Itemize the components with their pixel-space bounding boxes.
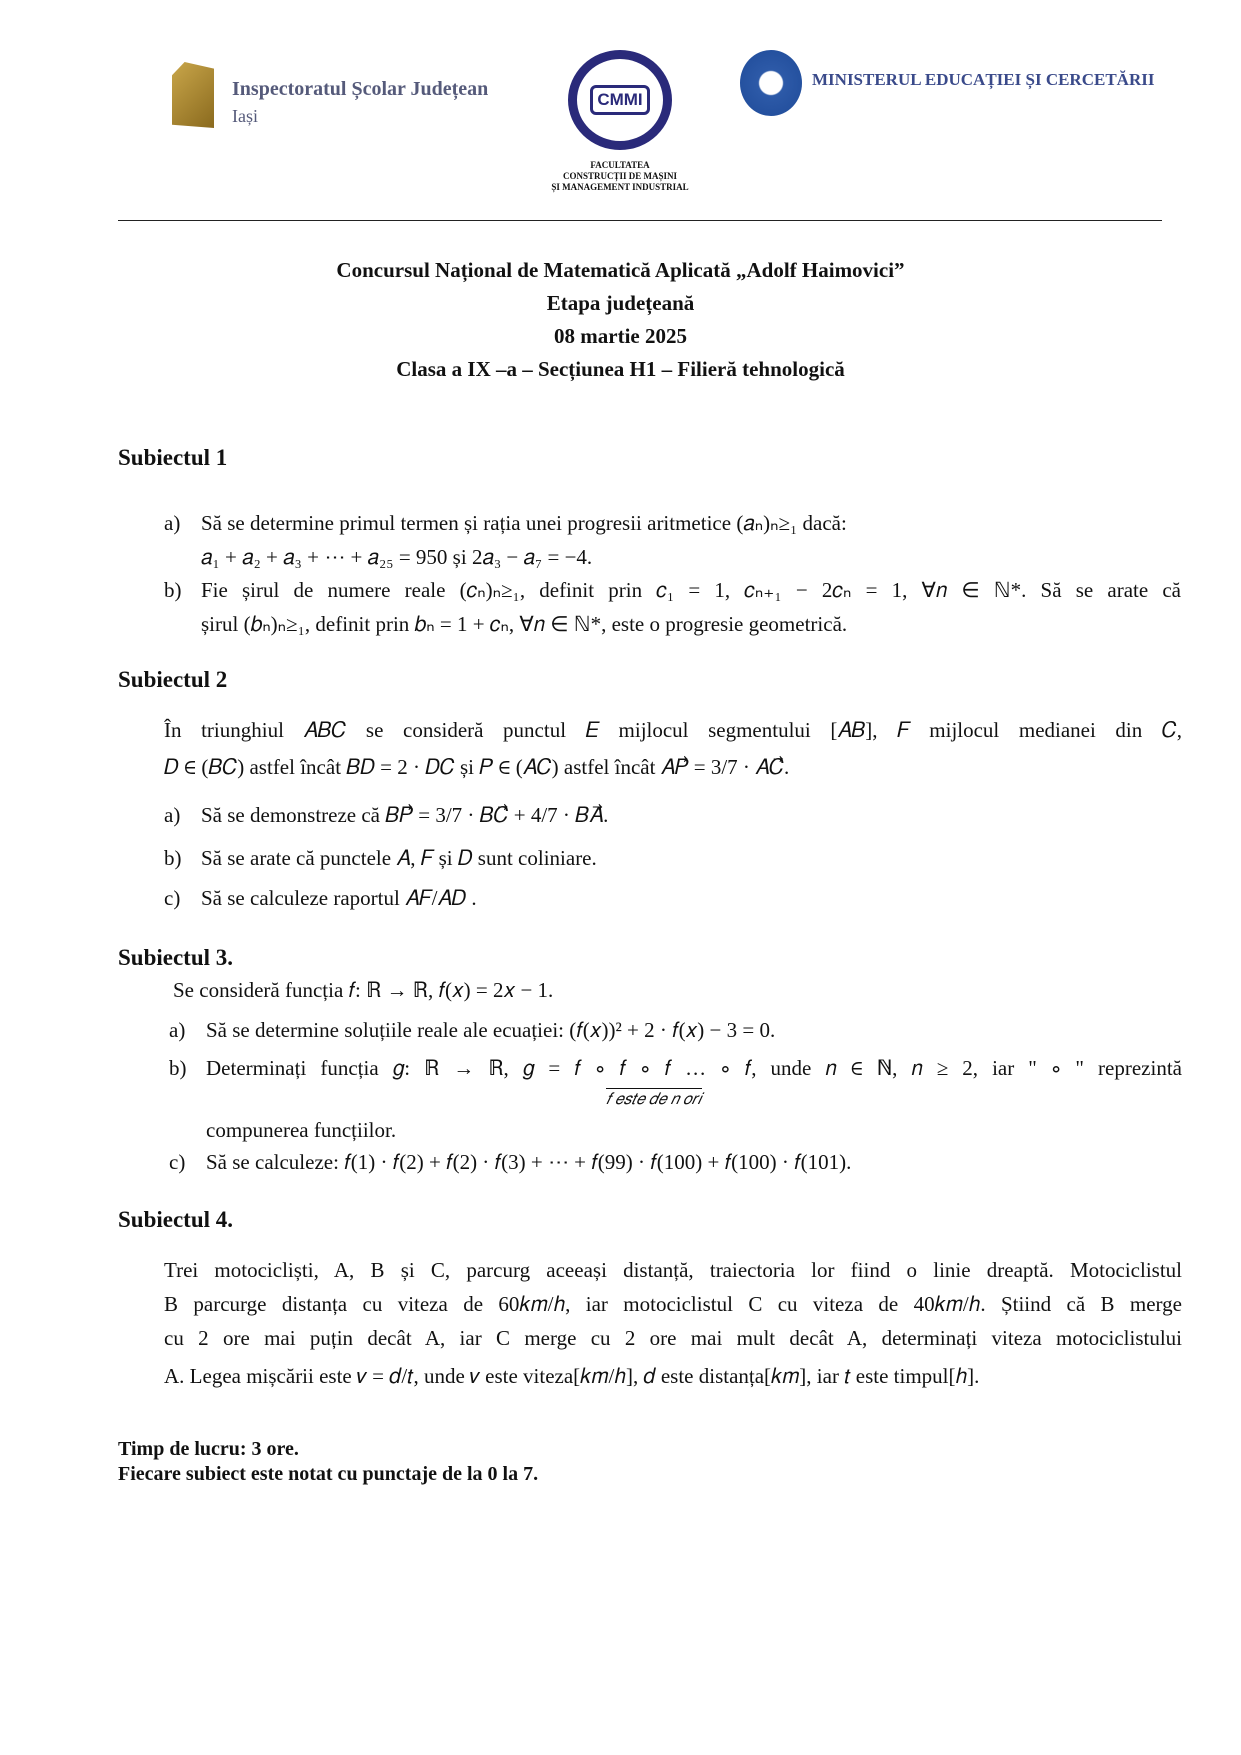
subject-4-text: Trei motocicliști, A, B și C, parcurg aceeași distanță, traiectoria lor fiind o linie dreaptă. Motociclistul: [164, 1258, 1182, 1282]
subject-1b-text-cont: șirul (𝑏ₙ)ₙ≥₁, definit prin 𝑏ₙ = 1 + 𝑐ₙ, ∀𝑛 ∈ ℕ*, este o progresie geometrică.: [201, 612, 848, 636]
cmmi-logo-text: CMMI: [590, 85, 649, 115]
subject-3a-text: Să se determine soluțiile reale ale ecuației: (𝑓(𝑥))² + 2 · 𝑓(𝑥) − 3 = 0.: [206, 1018, 776, 1042]
subject-2-text: În triunghiul 𝐴𝐵𝐶 se consideră punctul 𝐸 mijlocul segmentului [𝐴𝐵], 𝐹 mijlocul medianei din 𝐶,: [164, 718, 1182, 742]
subject-3-heading: Subiectul 3.: [118, 945, 234, 970]
subject-2-text-cont: 𝐷 ∈ (𝐵𝐶) astfel încât 𝐵𝐷 = 2 · 𝐷𝐶 și 𝑃 ∈ (𝐴𝐶) astfel încât 𝐴𝑃⃗ = 3/7 · 𝐴𝐶⃗.: [164, 755, 790, 779]
subject-1-heading: Subiectul 1: [118, 445, 228, 470]
subject-1a-text: Să se determine primul termen și rația unei progresii aritmetice (𝑎ₙ)ₙ≥₁ dacă:: [201, 511, 847, 535]
exam-date: 08 martie 2025: [554, 324, 687, 348]
faculty-line: CONSTRUCȚII DE MAȘINI: [562, 171, 678, 181]
composition-underbrace-label: 𝑓 𝑒𝑠𝑡𝑒 𝑑𝑒 𝑛 𝑜𝑟𝑖: [606, 1088, 702, 1109]
subject-4-text: A. Legea mișcării este 𝑣 = 𝑑/𝑡, unde 𝑣 este viteza[𝑘𝑚/ℎ], 𝑑 este distanța[𝑘𝑚], iar 𝑡 este timpul[ℎ].: [164, 1364, 980, 1388]
isj-logo-icon: [172, 62, 214, 128]
item-label: c): [169, 1150, 186, 1174]
faculty-line: FACULTATEA: [590, 160, 650, 170]
item-label: b): [164, 846, 182, 870]
header-divider: [118, 220, 1162, 221]
subject-3-intro: Se consideră funcția 𝑓: ℝ → ℝ, 𝑓(𝑥) = 2𝑥 − 1.: [173, 978, 554, 1002]
subject-4-text: cu 2 ore mai puțin decât A, iar C merge cu 2 ore mai mult decât A, determinați viteza motociclistului: [164, 1326, 1182, 1350]
item-label: a): [164, 803, 181, 827]
subject-3c-text: Să se calculeze: 𝑓(1) · 𝑓(2) + 𝑓(2) · 𝑓(3) + ⋯ + 𝑓(99) · 𝑓(100) + 𝑓(100) · 𝑓(101).: [206, 1150, 852, 1174]
subject-2b-text: Să se arate că punctele 𝐴, 𝐹 și 𝐷 sunt coliniare.: [201, 846, 597, 870]
subject-1a-equation: 𝑎₁ + 𝑎₂ + 𝑎₃ + ⋯ + 𝑎₂₅ = 950 și 2𝑎₃ − 𝑎₇ = −4.: [201, 545, 593, 569]
subject-2a-text: Să se demonstreze că 𝐵𝑃⃗ = 3/7 · 𝐵𝐶⃗ + 4/7 · 𝐵𝐴⃗.: [201, 803, 609, 827]
contest-title: Concursul Național de Matematică Aplicată „Adolf Haimovici”: [336, 258, 905, 282]
working-time: Timp de lucru: 3 ore.: [118, 1438, 299, 1460]
cmmi-logo: [568, 50, 672, 150]
item-label: b): [169, 1056, 187, 1080]
item-label: c): [164, 886, 181, 910]
faculty-line: ȘI MANAGEMENT INDUSTRIAL: [551, 182, 689, 192]
subject-1b-text: Fie șirul de numere reale (𝑐ₙ)ₙ≥₁, definit prin 𝑐₁ = 1, 𝑐ₙ₊₁ − 2𝑐ₙ = 1, ∀𝑛 ∈ ℕ*. Să se arate că: [201, 578, 1181, 602]
item-label: b): [164, 578, 182, 602]
subject-4-heading: Subiectul 4.: [118, 1207, 234, 1232]
faculty-name: [520, 160, 720, 193]
isj-subtitle: Iași: [232, 106, 258, 126]
item-label: a): [164, 511, 181, 535]
ministry-title: MINISTERUL EDUCAȚIEI ȘI CERCETĂRII: [812, 70, 1155, 89]
isj-title: Inspectoratul Școlar Județean: [232, 78, 489, 100]
class-section: Clasa a IX –a – Secțiunea H1 – Filieră tehnologică: [396, 357, 845, 381]
subject-2c-text: Să se calculeze raportul 𝐴𝐹/𝐴𝐷 .: [201, 886, 477, 910]
subject-4-text: B parcurge distanța cu viteza de 60𝑘𝑚/ℎ, iar motociclistul C cu viteza de 40𝑘𝑚/ℎ. Știind că B merge: [164, 1292, 1182, 1316]
grading-note: Fiecare subiect este notat cu punctaje de la 0 la 7.: [118, 1463, 539, 1485]
subject-3b-text: Determinați funcția 𝑔: ℝ → ℝ, 𝑔 = 𝑓 ∘ 𝑓 ∘ 𝑓 … ∘ 𝑓, unde 𝑛 ∈ ℕ, 𝑛 ≥ 2, iar " ∘ " reprezintă: [206, 1056, 1182, 1080]
item-label: a): [169, 1018, 186, 1042]
stage-title: Etapa județeană: [546, 291, 695, 315]
subject-2-heading: Subiectul 2: [118, 667, 228, 692]
government-seal-icon: [740, 50, 802, 116]
subject-3b-text-cont: compunerea funcțiilor.: [206, 1118, 397, 1142]
